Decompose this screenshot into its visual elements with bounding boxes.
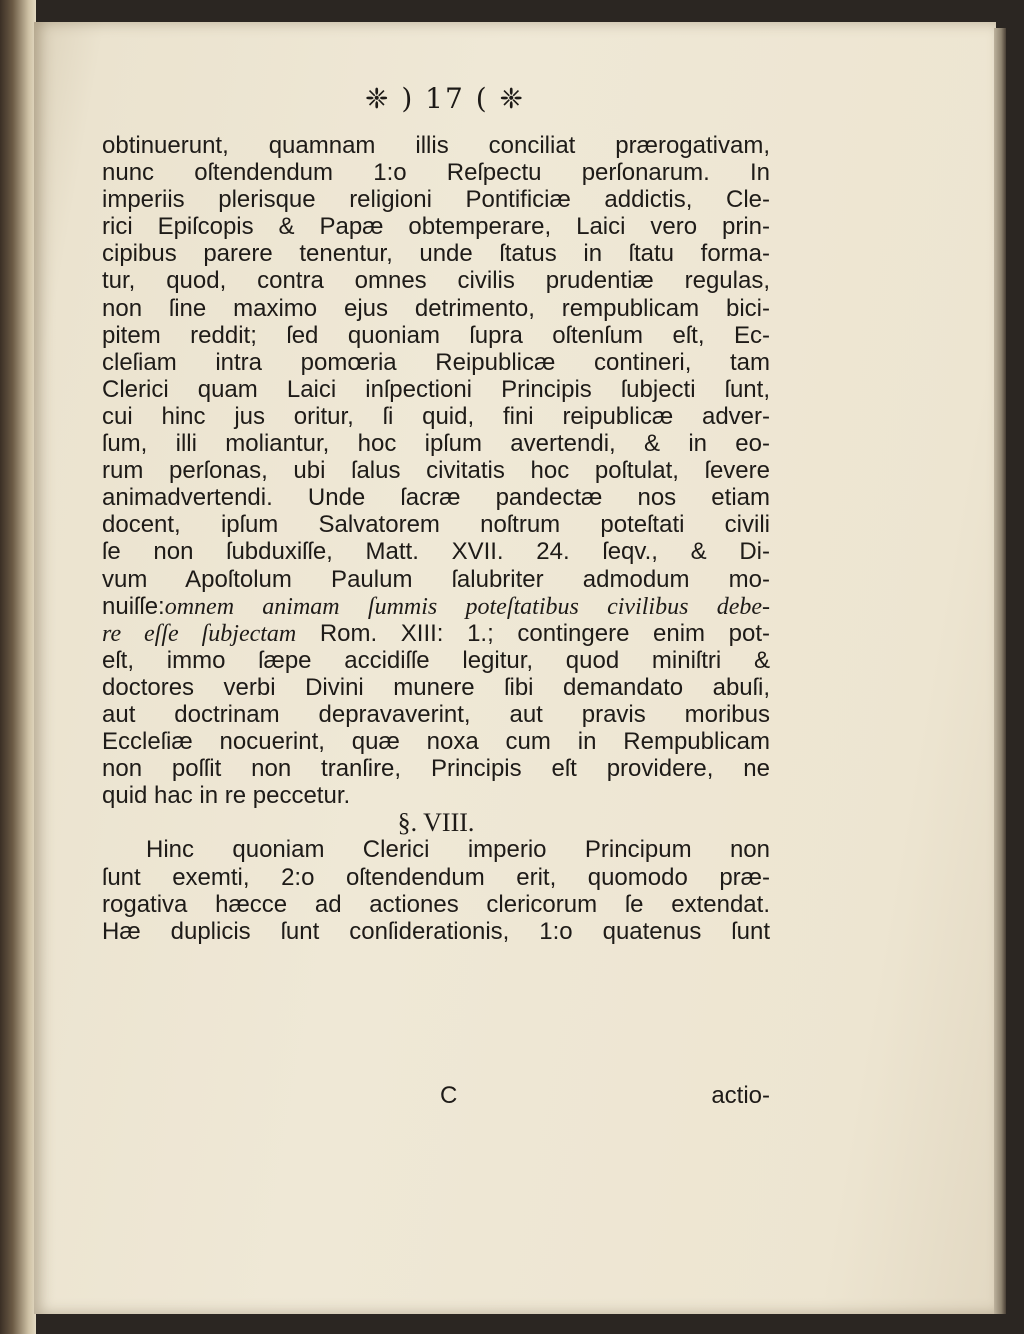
text-line: ſunt exemti, 2:o oſtendendum erit, quomodo præ- bbox=[102, 863, 770, 891]
page-footer bbox=[102, 1082, 770, 1112]
text-line: obtinuerunt, quamnam illis conciliat prærogativam, bbox=[102, 132, 770, 159]
text-line: quid hac in re peccetur. bbox=[102, 782, 351, 810]
italic-quote: omnem animam ſummis poteſtatibus civilibus debe- bbox=[164, 593, 770, 620]
page-header: ❈ ) 17 ( ❈ bbox=[365, 82, 525, 115]
body-text bbox=[102, 132, 770, 945]
text-line: doctores verbi Divini munere ſibi demandato abuſi, bbox=[102, 673, 770, 701]
paragraph-2 bbox=[102, 836, 770, 944]
text-line: cipibus parere tenentur, unde ſtatus in ſtatu forma- bbox=[102, 240, 770, 268]
text-line: rum perſonas, ubi ſalus civitatis hoc poſtulat, ſevere bbox=[102, 457, 770, 485]
text-line: Hæ duplicis ſunt conſiderationis, 1:o quatenus ſunt bbox=[102, 917, 770, 945]
text-line: cui hinc jus oritur, ſi quid, fini reipublicæ adver- bbox=[102, 402, 770, 430]
text-line: pitem reddit; ſed quoniam ſupra oſtenſum eſt, Ec- bbox=[102, 321, 770, 349]
text-line-quote-end bbox=[102, 620, 770, 647]
paragraph-1 bbox=[102, 132, 770, 809]
text-line: rogativa hæcce ad actiones clericorum ſe extendat. bbox=[102, 890, 770, 918]
text-line: non ſine maximo ejus detrimento, rempublicam bici- bbox=[102, 294, 770, 322]
text-line: eſt, immo ſæpe accidiſſe legitur, quod miniſtri & bbox=[102, 646, 770, 674]
text-line: docent, ipſum Salvatorem noſtrum poteſtati civili bbox=[102, 511, 770, 539]
left-page-edge bbox=[0, 0, 36, 1334]
text-line: non poſſit non tranſire, Principis eſt providere, ne bbox=[102, 755, 770, 783]
text-line: Eccleſiæ nocuerint, quæ noxa cum in Rempublicam bbox=[102, 728, 770, 756]
text-line: ſum, illi moliantur, hoc ipſum avertendi, & in eo- bbox=[102, 430, 770, 458]
section-heading: §. VIII. bbox=[397, 808, 475, 838]
text-line: ſe non ſubduxiſſe, Matt. XVII. 24. ſeqv., & Di- bbox=[102, 538, 770, 566]
text-line: nunc oſtendendum 1:o Reſpectu perſonarum. In bbox=[102, 159, 770, 187]
text-line: rici Epiſcopis & Papæ obtemperare, Laici vero prin- bbox=[102, 213, 770, 241]
catchword: actio- bbox=[711, 1082, 770, 1109]
text-line: cleſiam intra pomœria Reipublicæ contineri, tam bbox=[102, 348, 770, 376]
text-line: aut doctrinam depravaverint, aut pravis moribus bbox=[102, 700, 770, 728]
page-right-edge bbox=[994, 28, 1006, 1314]
text-line: vum Apoſtolum Paulum ſalubriter admodum mo- bbox=[102, 565, 770, 593]
text-line: imperiis plerisque religioni Pontificiæ addictis, Cle- bbox=[102, 186, 770, 214]
signature-mark: C bbox=[440, 1082, 458, 1109]
text-line: Clerici quam Laici inſpectioni Principis ſubjecti ſunt, bbox=[102, 375, 770, 403]
text-line-quote bbox=[102, 593, 770, 620]
text-line: tur, quod, contra omnes civilis prudentiæ regulas, bbox=[102, 267, 770, 295]
text-line: animadvertendi. Unde ſacræ pandectæ nos etiam bbox=[102, 484, 770, 512]
italic-quote-end: re eſſe ſubjectam bbox=[102, 620, 297, 647]
reference-text: Rom. XIII: 1.; contingere enim pot- bbox=[296, 619, 770, 647]
text-line: Hinc quoniam Clerici imperio Principum non bbox=[146, 836, 770, 864]
quote-prefix: nuiſſe: bbox=[102, 592, 165, 620]
